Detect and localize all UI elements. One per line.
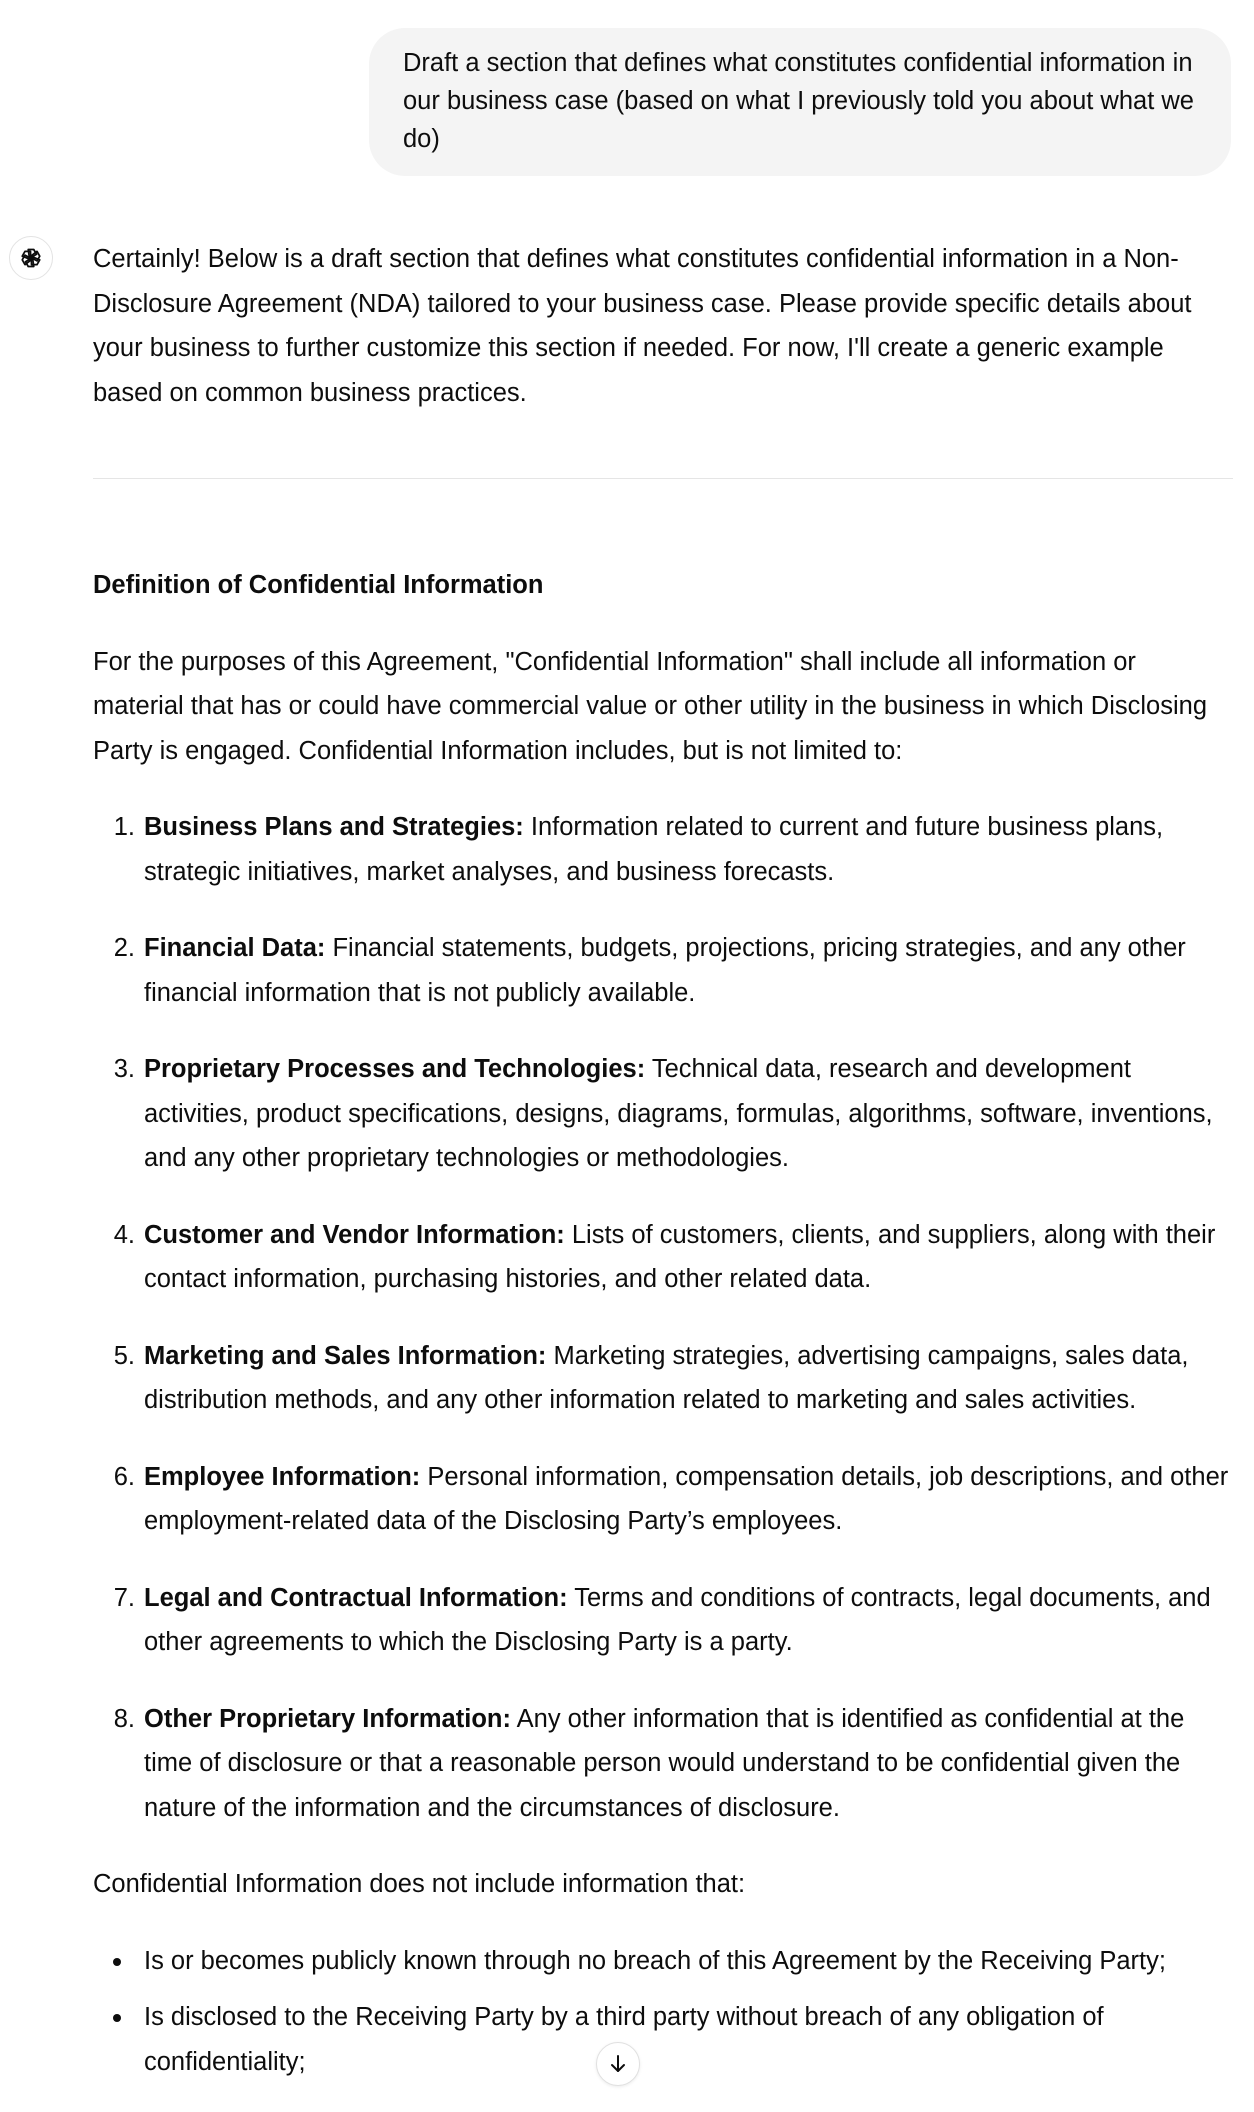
- list-item-text: Terms and conditions of contracts, legal documents, and other agreements to which the Disclosing Party is a party.: [144, 1583, 1211, 1656]
- list-item-term: Business Plans and Strategies:: [144, 813, 524, 841]
- user-message: [369, 28, 1231, 176]
- list-item: [144, 1455, 1233, 1544]
- user-message-bubble: Draft a section that defines what constitutes confidential information in our business case (based on what I previously told you about what we do): [369, 28, 1231, 176]
- list-item-text: Information related to current and future business plans, strategic initiatives, market analyses, and business forecasts.: [144, 813, 1164, 886]
- list-item: [144, 1334, 1233, 1423]
- list-item-text: Technical data, research and development activities, product specifications, designs, diagrams, formulas, algorithms, software, inventions, and any other proprietary technologies or methodologies.: [144, 1055, 1213, 1172]
- assistant-message: [93, 237, 1233, 2096]
- exclusion-item: Is or becomes publicly known through no breach of this Agreement by the Receiving Party;: [144, 1939, 1233, 1984]
- list-item-term: Other Proprietary Information:: [144, 1704, 511, 1733]
- list-item-term: Legal and Contractual Information:: [144, 1583, 568, 1612]
- exclusion-intro: Confidential Information does not include information that:: [93, 1870, 746, 1898]
- definition-list: [93, 805, 1233, 1830]
- list-item: [144, 805, 1233, 894]
- exclusion-item: Is disclosed to the Receiving Party by a third party without breach of any obligation of confidentiality;: [144, 1995, 1233, 2084]
- list-item-term: Proprietary Processes and Technologies:: [144, 1055, 646, 1083]
- list-item-term: Customer and Vendor Information:: [144, 1220, 565, 1249]
- list-item-term: Financial Data:: [144, 934, 326, 962]
- list-item: [144, 1213, 1233, 1302]
- list-item: [144, 1576, 1233, 1665]
- list-item-text: Financial statements, budgets, projections, pricing strategies, and any other financial information that is not publicly available.: [144, 934, 1186, 1007]
- list-item-text: Any other information that is identified as confidential at the time of disclosure or that a reasonable person would understand to be confidential given the nature of the information and the circumstances of disclosure.: [144, 1704, 1185, 1822]
- list-item-term: Employee Information:: [144, 1462, 421, 1491]
- list-item-text: Lists of customers, clients, and suppliers, along with their contact information, purchasing histories, and other related data.: [144, 1220, 1216, 1293]
- scroll-to-bottom-button[interactable]: [596, 2042, 640, 2086]
- list-item: [144, 1047, 1233, 1181]
- assistant-intro: Certainly! Below is a draft section that defines what constitutes confidential information in a Non-Disclosure Agreement (NDA) tailored to your business case. Please provide specific details about your business to further customize this section if needed. For now, I'll create a generic example based on common business practices.: [93, 245, 1192, 407]
- list-item: [144, 1697, 1233, 1831]
- definition-paragraph: For the purposes of this Agreement, "Confidential Information" shall include all information or material that has or could have commercial value or other utility in the business in which Disclosing Party is engaged. Confidential Information includes, but is not limited to:: [93, 647, 1208, 765]
- section-title: Definition of Confidential Information: [93, 571, 544, 599]
- divider: [93, 478, 1233, 479]
- list-item-text: Marketing strategies, advertising campaigns, sales data, distribution methods, and any other information related to marketing and sales activities.: [144, 1341, 1189, 1414]
- arrow-down-icon: [606, 2052, 630, 2076]
- list-item: [144, 926, 1233, 1015]
- list-item-text: Personal information, compensation details, job descriptions, and other employment-related data of the Disclosing Party’s employees.: [144, 1462, 1229, 1535]
- exclusion-list: [93, 1939, 1233, 2085]
- list-item-term: Marketing and Sales Information:: [144, 1341, 547, 1370]
- openai-logo-icon: [9, 236, 53, 280]
